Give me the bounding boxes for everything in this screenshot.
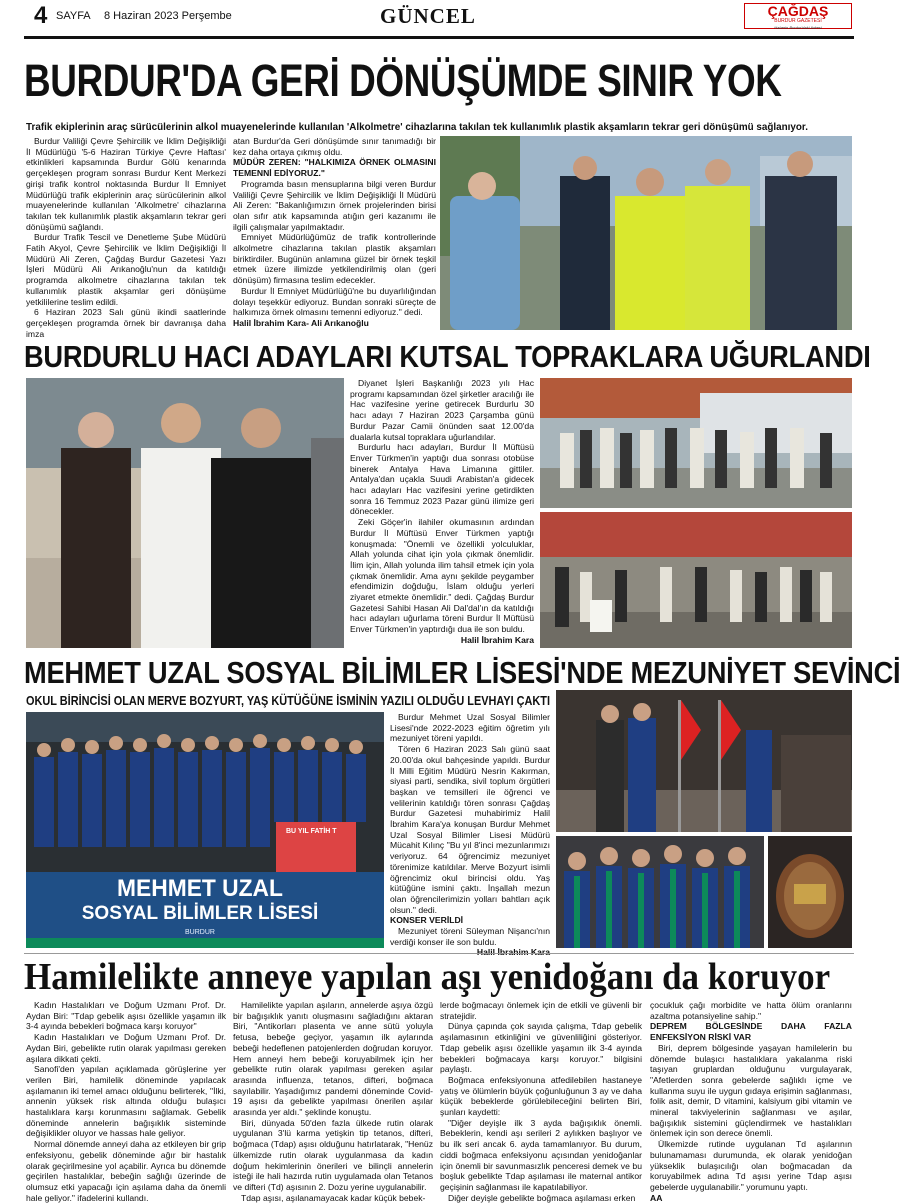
logo-slogan: Haberin Burdur'daki Adresi [774,25,822,30]
paragraph: Burdur Mehmet Uzal Sosyal Bilimler Lisesi'nde 2022-2023 eğitim öğretim yılı mezuniyet töreni yapıldı. [390,712,550,744]
section-title: GÜNCEL [380,4,476,28]
article2-photo-bottom [540,512,852,648]
article3-body [390,712,550,948]
newspaper-logo [744,3,852,29]
banner-line1: MEHMET UZAL [117,875,283,902]
paragraph: Burdur Valiliği Çevre Şehircilik ve İklim Değişikliği İl Müdürlüğü '5-6 Haziran Türkiye Çevre Haftası' etkinlikleri kapsamında Burdur Gölü kenarında gerçekleşen program sonrası Burdur Kent Merkezi girişi trafik kontrol noktasında Burdur İl Emniyet Müdürlüğü trafik ekiplerinin araç sürücülerinin alkol muayenelerinde kullanılan 'Alkolmetre' cihazlarına takılan tek kullanımlık plastik akşamların tekrar geri dönüşümü sağlandı. [26,136,226,232]
paragraph: Tören 6 Haziran 2023 Salı günü saat 20.00'da okul bahçesinde yapıldı. Burdur İl Milli Eğitim Müdürü Nesrin Kakırman, siyasi parti, sendika, sivil toplum örgütleri başkan ve temsilleri ile öğrenci ve velilerinin katıldığı tören sonrası Çağdaş Burdur Gazetesi muhabirimiz Halil İbrahim Kara'ya konuşan Burdur Mehmet Uzal Sosyal Bilimler Lisesi Müdürü Mücahit Kılınç "Bu yıl 8'inci mezunlarımızı veriyoruz. 64 öğrencimiz mezuniyet törenimize katıldılar. Merve Bozyurt isimli öğrencimiz okul birincisi oldu. Yaş kütüğüne ismini çaktı. İnşallah mezun olan öğrencilerimizin yolları bahtları açık olsun." dedi. [390,744,550,915]
paragraph: Ülkemizde rutinde uygulanan Td aşılarının bulunamaması durumunda, ek olarak yenidoğan yükseklik bulaşıcılığı olan boğmacadan da koruyabilmek adına Td aşısı yerine Tdap aşısı gebelerde uygulanabilir." yorumunu yaptı. [650,1139,852,1192]
paragraph: Burdurlu hacı adayları, Burdur İl Müftüsü Enver Türkmen'in yaptığı dua sonrası otobüse binerek Antalya Hava Limanına gittiler. Antalya'dan uçakla Suudi Arabistan'a gidecek hacı adayları Hac vazifesini yerine getirdikten sonra 16 Temmuz 2023 Pazar günü ilimize geri dönecekler. [350,442,534,517]
paragraph: çocukluk çağı morbidite ve hatta ölüm oranlarını azaltma potansiyeline sahip." [650,1000,852,1021]
paragraph: "Diğer deyişle ilk 3 ayda bağışıklık önemli. Bebeklerin, kendi aşı serileri 2 aylıkken başlıyor ve bu ilk seri ancak 6. ayda tamamlanıyor. Bu durum, ciddi boğmaca enfeksiyonu açısından yenidoğanlar için önemli bir savunmasızlık penceresi demek ve bu boşluk gebelikte Tdap aşılaması ile maternal antikor geçişinin sağlanması ile kapatılabiliyor. [440,1117,642,1192]
article1-lead: Trafik ekiplerinin araç sürücülerinin alkol muayenelerinde kullanılan 'Alkolmetre' cihazlarına takılan tek kullanımlık plastik akşamların tekrar geri dönüşümü sağlanıyor. [26,121,808,133]
subheading: KONSER VERİLDİ [390,915,464,926]
paragraph: Dünya çapında çok sayıda çalışma, Tdap gebelik aşılamasının etkinliğini ve güvenliliğini gösteriyor. Tdap gebelik aşısı özellikle yaşamın ilk 3-4 ayında bebekleri boğmacaya karşı koruyor." bilgisini paylaştı. [440,1021,642,1075]
logo-text: ÇAĞDAŞ [767,3,829,19]
paragraph: Mezuniyet töreni Süleyman Nişancı'nın verdiği konser ile son buldu. [390,926,550,947]
page-number: 4 [34,2,48,29]
banner-small: BURDUR [185,929,215,936]
header-rule [24,36,854,39]
paragraph: Tdap aşısı, aşılanamayacak kadar küçük bebek- [241,1192,426,1203]
paragraph: lerde boğmacayı önlemek için de etkili ve güvenli bir stratejidir. [440,1000,642,1021]
paragraph: Hamilelikte yapılan aşıların, annelerde aşıya özgü bir bağışıklık yanıtı oluşmasını sağladığını aktaran Biri, "Antikorları plasenta ve anne sütü yoluyla fetusa, bebeğe geçiyor, yaşamın ilk aylarında bebeği hedeflenen patojenlerden doğrudan koruyor. Hem anneyi hem bebeği koruyabilmek için her gebelikte rutin olarak yapılması gereken aşılar arasında influenza, tetanos, difteri, boğmaca sayılabilir. Yaşadığımız pandemi döneminde Covid-19 aşısı da gebelikte yapılması önerilen aşılar arasında yer aldı." şeklinde konuştu. [233,1000,433,1118]
article3-subhead: OKUL BİRİNCİSİ OLAN MERVE BOZYURT, YAŞ KÜTÜĞÜNE İSMİNİN YAZILI OLDUĞU LEVHAYI ÇAKTI [26,693,551,708]
article4-col4 [650,1000,852,1203]
article2-photo-main [26,378,344,648]
article4-col1 [26,1000,226,1203]
article3-headline: MEHMET UZAL SOSYAL BİLİMLER LİSESİ'NDE MEZUNİYET SEVİNCİ [24,655,900,690]
paragraph: Programda basın mensuplarına bilgi veren Burdur Valiliği Çevre Şehircilik ve İklim Değişikliği İl Müdürü Ali Zeren: "Bakanlığımızın örnek projelerinden birisi olan sıfır atık kapsamında atığın geri kazanımı ile ilgili çalışmalar yapılmaktadır. [233,178,436,232]
poster-text: BU YIL FATİH T [286,828,337,835]
article3-photo-top [556,690,852,832]
paragraph: Emniyet Müdürlüğümüz de trafik kontrollerinde alkolmetre cihazlarına takılan plastik akşamları biriktirdiler. Bugünün anlamına güzel bir örnek teşkil etmek üzere ilimizde yetkilendirilmiş olan (geri dönüşüm) firmasına teslim edecekler. [233,232,436,286]
paragraph: Biri, deprem bölgesinde yaşayan hamilelerin bu dönemde bulaşıcı hastalıklara yakalanma riski taşıyan gruplardan olduğunu vurgulayarak, "Afetlerden sonra gebelerde sağlıklı içme ve kullanma suyu ile uygun gıdaya erişimin sağlanması, folik asit, demir, D vitamini, kalsiyum gibi vitamin ve mineral takviyelerinin sağlanması ve aşılar, bağışıklık sistemini güçlendirmek ve hastalıkları önlemek için son derece önemli. [650,1042,852,1139]
subheading: DEPREM BÖLGESİNDE DAHA FAZLA ENFEKSİYON RİSKİ VAR [650,1021,852,1043]
paragraph: Diyanet İşleri Başkanlığı 2023 yılı Hac programı kapsamından özel şirketler aracılığı ile Hac vazifesine yerine getirecek Burdurlu 30 hacı adayı 7 Haziran 2023 Çarşamba günü Burdur Pazar Camii önünden saat 12.00'da dualarla kutsal topraklara uğurlandılar. [350,378,534,442]
paragraph: Boğmaca enfeksiyonuna atfedilebilen hastaneye yatış ve ölümlerin büyük çoğunluğunun 3 ay ve daha küçük bebeklerde görülebileceğini belirten Biri, şunları kaydetti: [440,1074,642,1118]
article1-headline: BURDUR'DA GERİ DÖNÜŞÜMDE SINIR YOK [24,55,782,106]
page-word: SAYFA [56,10,91,22]
article3-photo-bottom-left [556,836,764,948]
byline: Halil İbrahim Kara [460,634,534,645]
article2-body [350,378,534,648]
byline: AA [650,1192,663,1203]
paragraph: Normal dönemde anneyi daha az etkileyen bir grip enfeksiyonu, gebelik döneminde ağır bir hastalık olarak geçirilmesine yol açabilir. Ayrıca bu dönemde geçirilen hastalıklar, bebeğin sağlığı üzerinde de olumsuz etki yapacağı için aşılama daha da önemli hale geliyor." ifadelerini kullandı. [26,1139,226,1203]
article2-photo-top [540,378,852,508]
page-header [0,0,878,36]
paragraph: Kadın Hastalıkları ve Doğum Uzmanı Prof. Dr. Aydan Biri: "Tdap gebelik aşısı özellikle yaşamın ilk 3-4 ayında bebekleri boğmaca karşı koruyor" [26,1000,226,1032]
article2-headline: BURDURLU HACI ADAYLARI KUTSAL TOPRAKLARA UĞURLANDI [24,339,871,374]
article4-headline: Hamilelikte anneye yapılan aşı yenidoğanı da koruyor [24,956,831,998]
paragraph: Biri, dünyada 50'den fazla ülkede rutin olarak uygulanan 3'lü karma yetişkin tip tetanos, difteri, boğmaca (Tdap) aşısı olduğunu hatırlatarak, "Henüz ülkemizde rutin olarak uygulanmasa da kadın doğum hekimlerinin önerileri ve bilinçli annelerin isteği ile hali hazırda rutin uygulamada olan Tetanos ve difteri (Td) aşısının 2. Dozu yerine uygulanabilir. [233,1117,433,1192]
paragraph: Burdur İl Emniyet Müdürlüğü'ne bu duyarlılığından dolayı teşekkür ediyoruz. Bundan sonraki süreçte de halkımıza örnek olmasını temenni ediyoruz." dedi. [233,285,436,318]
article1-photo [440,136,852,330]
paragraph: Burdur Trafik Tescil ve Denetleme Şube Müdürü Fatih Akyol, Çevre Şehircilik ve İklim Değişikliği İl Müdürü Ali Zeren, Çağdaş Burdur Gazetesi Yazı İşleri Müdürü Ali Arıkanoğlu'nun da katıldığı programda alkolmetre cihazlarına takılan tek kullanımlık plastik akşamlar geri dönüşüme yetkililerine teslim edildi. [26,232,226,307]
byline: Halil İbrahim Kara- Ali Arıkanoğlu [233,317,369,328]
article4-col3 [440,1000,642,1203]
issue-date: 8 Haziran 2023 Perşembe [104,10,232,22]
article1-col2 [233,136,436,332]
paragraph: Zeki Göçer'in ilahiler okumasının ardından Burdur İl Müftüsü Enver Türkmen yaptığı konuşmada: "Önemli ve özellikli yolculuklar, Allah yolunda cihat için yola çıkmak önemlidir. İlim için, Allah yolunda ilim tahsil etmek için yola çıkmak önemlidir. Ama aynı şekilde peygamber efendimizin doğduğu, İslam olduğu yerleri ziyaret etmekte önemlidir." dedi. Çağdaş Burdur Gazetesi Sahibi Hasan Ali Dal'dal'ın da katıldığı hacı adayları uğurlama töreni Burdur İl Müftüsü Enver Türkmen'in yaptırdığı dua ile son buldu. [350,517,534,635]
paragraph: 6 Haziran 2023 Salı günü ikindi saatlerinde gerçekleşen programda örnek bir davranışa daha imza [26,307,226,339]
subheading: MÜDÜR ZEREN: "HALKIMIZA ÖRNEK OLMASINI TEMENNİ EDİYORUZ." [233,157,436,179]
paragraph: Diğer deyişle gebelikte boğmaca aşılaması erken [448,1192,636,1203]
paragraph: atan Burdur'da Geri dönüşümde sınır tanımadığı bir kez daha ortaya çıkmış oldu. [233,136,436,157]
article4-col2 [233,1000,433,1203]
paragraph: Sanofi'den yapılan açıklamada görüşlerine yer verilen Biri, hamilelik döneminde yapılacak aşılamanın iki temel amacı olduğunu belirterek, "İlki, annenin yüksek risk altında olduğu bulaşıcı hastalıklara karşı korunmasını sağlamak. Gebelik döneminde annelerin bağışıklık sisteminde değişiklikler oluyor ve hassas hale geliyor. [26,1064,226,1139]
paragraph: Kadın Hastalıkları ve Doğum Uzmanı Prof. Dr. Aydan Biri, gebelikte rutin olarak yapılması gereken aşılara dikkati çekti. [26,1032,226,1064]
logo-sub: BURDUR GAZETESİ [774,18,822,24]
banner-line2: SOSYAL BİLİMLER LİSESİ [81,903,319,924]
article1-col1 [26,136,226,339]
article3-photo-bottom-right [768,836,852,948]
